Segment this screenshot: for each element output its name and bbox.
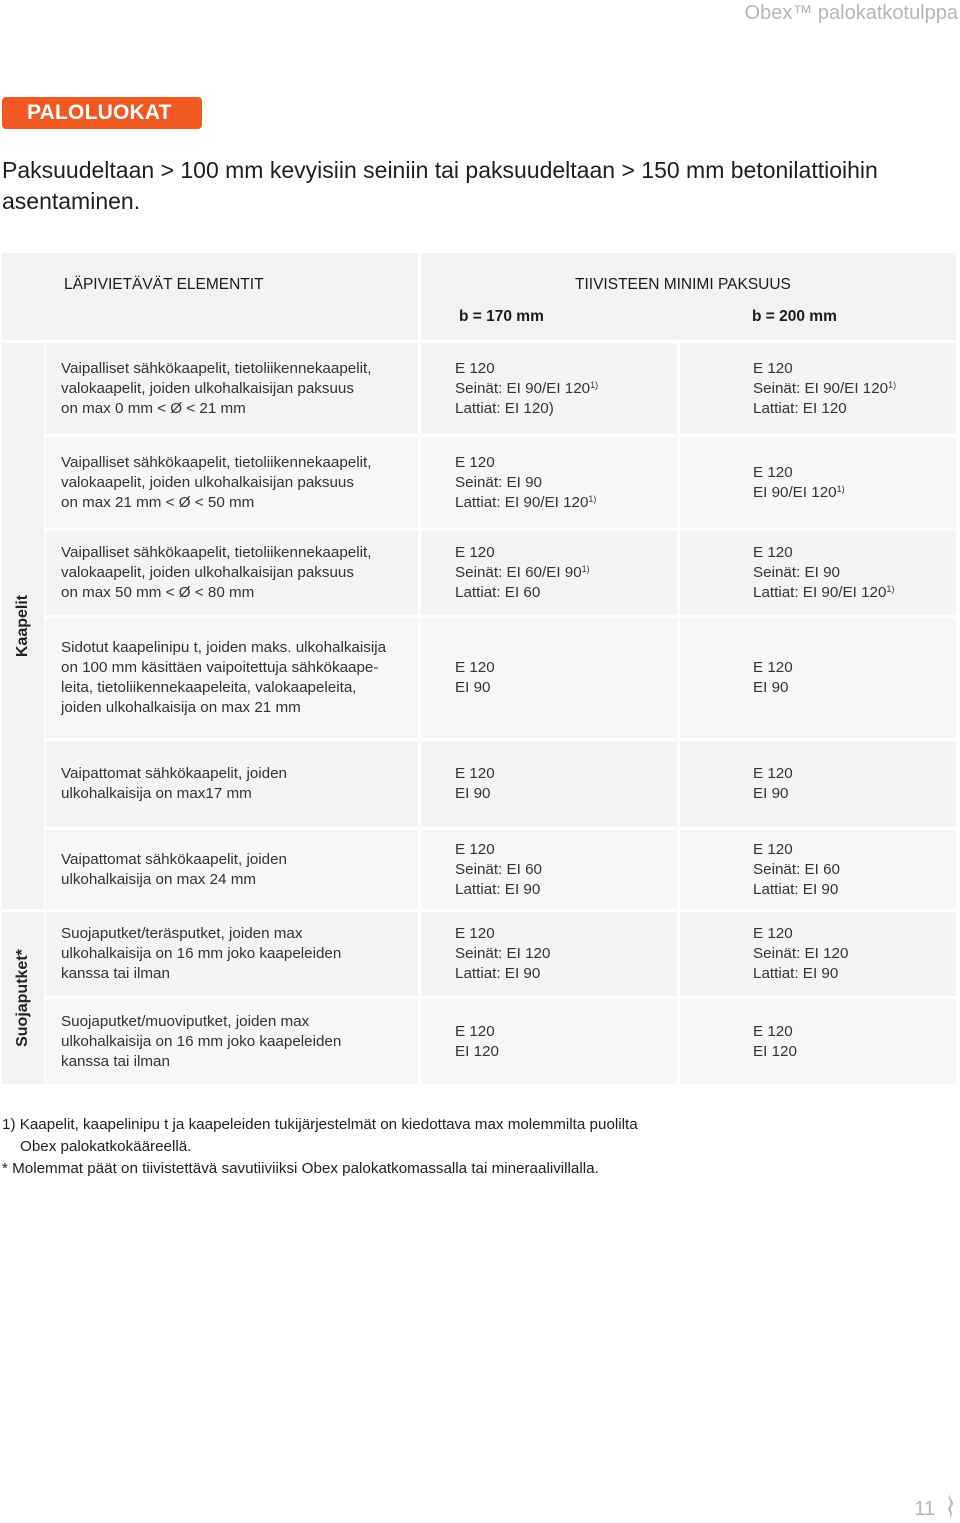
table-row-3-b170: E 120 Seinät: EI 60/EI 90$^{1)}$ Lattiat: EI 60 [421, 531, 677, 615]
table-row-2-b170: E 120 Seinät: EI 90 Lattiat: EI 90/EI 120$^{1)}$ [421, 437, 677, 528]
table-row-2-description: Vaipalliset sähkökaapelit, tietoliikennekaapelit, valokaapelit, joiden ulkohalkaisijan paksuus on max 21 mm < Ø < 50 mm [45, 437, 418, 528]
table-row-5-b200: E 120 EI 90 [680, 741, 956, 827]
table-row-4-b200: E 120 EI 90 [680, 618, 956, 738]
table-row-5-b170: E 120 EI 90 [421, 741, 677, 827]
table-row-1-b200: E 120 Seinät: EI 90/EI 120$^{1)}$ Lattiat: EI 120 [680, 343, 956, 434]
sub-heading-b200: b = 200 mm [752, 308, 837, 325]
header-elements-cell [2, 253, 418, 340]
table-row-1-b170: E 120 Seinät: EI 90/EI 120$^{1)}$ Lattiat: EI 120) [421, 343, 677, 434]
footnotes [2, 1114, 638, 1180]
footnote-2: * Molemmat päät on tiivistettävä savutiiviiksi Obex palokatkomassalla tai mineraalivillalla. [2, 1160, 599, 1177]
table-row-8-description: Suojaputket/muoviputket, joiden max ulkohalkaisija on 16 mm joko kaapeleiden kanssa tai ilman [45, 999, 418, 1084]
table-row-2-b200: E 120 EI 90/EI 120$^{1)}$ [680, 437, 956, 528]
intro-text: Paksuudeltaan > 100 mm kevyisiin seiniin tai paksuudeltaan > 150 mm betonilattioihin asentaminen. [2, 157, 878, 214]
table-row-8-b170: E 120 EI 120 [421, 999, 677, 1084]
table-row-6-b200: E 120 Seinät: EI 60 Lattiat: EI 90 [680, 830, 956, 909]
table-row-7-b170: E 120 Seinät: EI 120 Lattiat: EI 90 [421, 912, 677, 996]
running-header-title: Obex™ palokatkotulppa [744, 2, 958, 24]
table-row-8-b200: E 120 EI 120 [680, 999, 956, 1084]
table-row-6-b170: E 120 Seinät: EI 60 Lattiat: EI 90 [421, 830, 677, 909]
group-label-suojaputket [2, 912, 44, 1084]
table-row-7-description: Suojaputket/teräsputket, joiden max ulkohalkaisija on 16 mm joko kaapeleiden kanssa tai ilman [45, 912, 418, 996]
col-elements-heading: LÄPIVIETÄVÄT ELEMENTIT [64, 276, 264, 293]
sub-heading-b170: b = 170 mm [459, 308, 544, 325]
table-row-3-description: Vaipalliset sähkökaapelit, tietoliikennekaapelit, valokaapelit, joiden ulkohalkaisijan paksuus on max 50 mm < Ø < 80 mm [45, 531, 418, 615]
table-row-4-description: Sidotut kaapelinipu t, joiden maks. ulkohalkaisija on 100 mm käsittäen vaipoitettuja sähkökaape- leita, tietoliikennekaapeleita, valokaapeleita, joiden ulkohalkaisija on max 21 mm [45, 618, 418, 738]
col-thickness-heading: TIIVISTEEN MINIMI PAKSUUS [575, 276, 791, 293]
section-badge: PALOLUOKAT [2, 97, 202, 129]
table-row-7-b200: E 120 Seinät: EI 120 Lattiat: EI 90 [680, 912, 956, 996]
footnote-1-line-1: 1) Kaapelit, kaapelinipu t ja kaapeleiden tukijärjestelmät on kiedottava max molemmilta puolilta [2, 1116, 638, 1133]
table-row-1-description: Vaipalliset sähkökaapelit, tietoliikennekaapelit, valokaapelit, joiden ulkohalkaisijan paksuus on max 0 mm < Ø < 21 mm [45, 343, 418, 434]
footnote-1-line-2: Obex palokatkokääreellä. [20, 1138, 192, 1155]
group-label-suojaputket-text: Suojaputket* [14, 949, 32, 1047]
obex-flame-logo-icon [944, 1493, 956, 1519]
page-number: 11 [914, 1498, 935, 1520]
group-label-kaapelit-text: Kaapelit [14, 594, 31, 658]
table-row-5-description: Vaipattomat sähkökaapelit, joiden ulkohalkaisija on max17 mm [45, 741, 418, 827]
table-row-3-b200: E 120 Seinät: EI 90 Lattiat: EI 90/EI 120$^{1)}$ [680, 531, 956, 615]
table-row-4-b170: E 120 EI 90 [421, 618, 677, 738]
group-label-kaapelit [2, 343, 44, 909]
table-row-6-description: Vaipattomat sähkökaapelit, joiden ulkohalkaisija on max 24 mm [45, 830, 418, 909]
